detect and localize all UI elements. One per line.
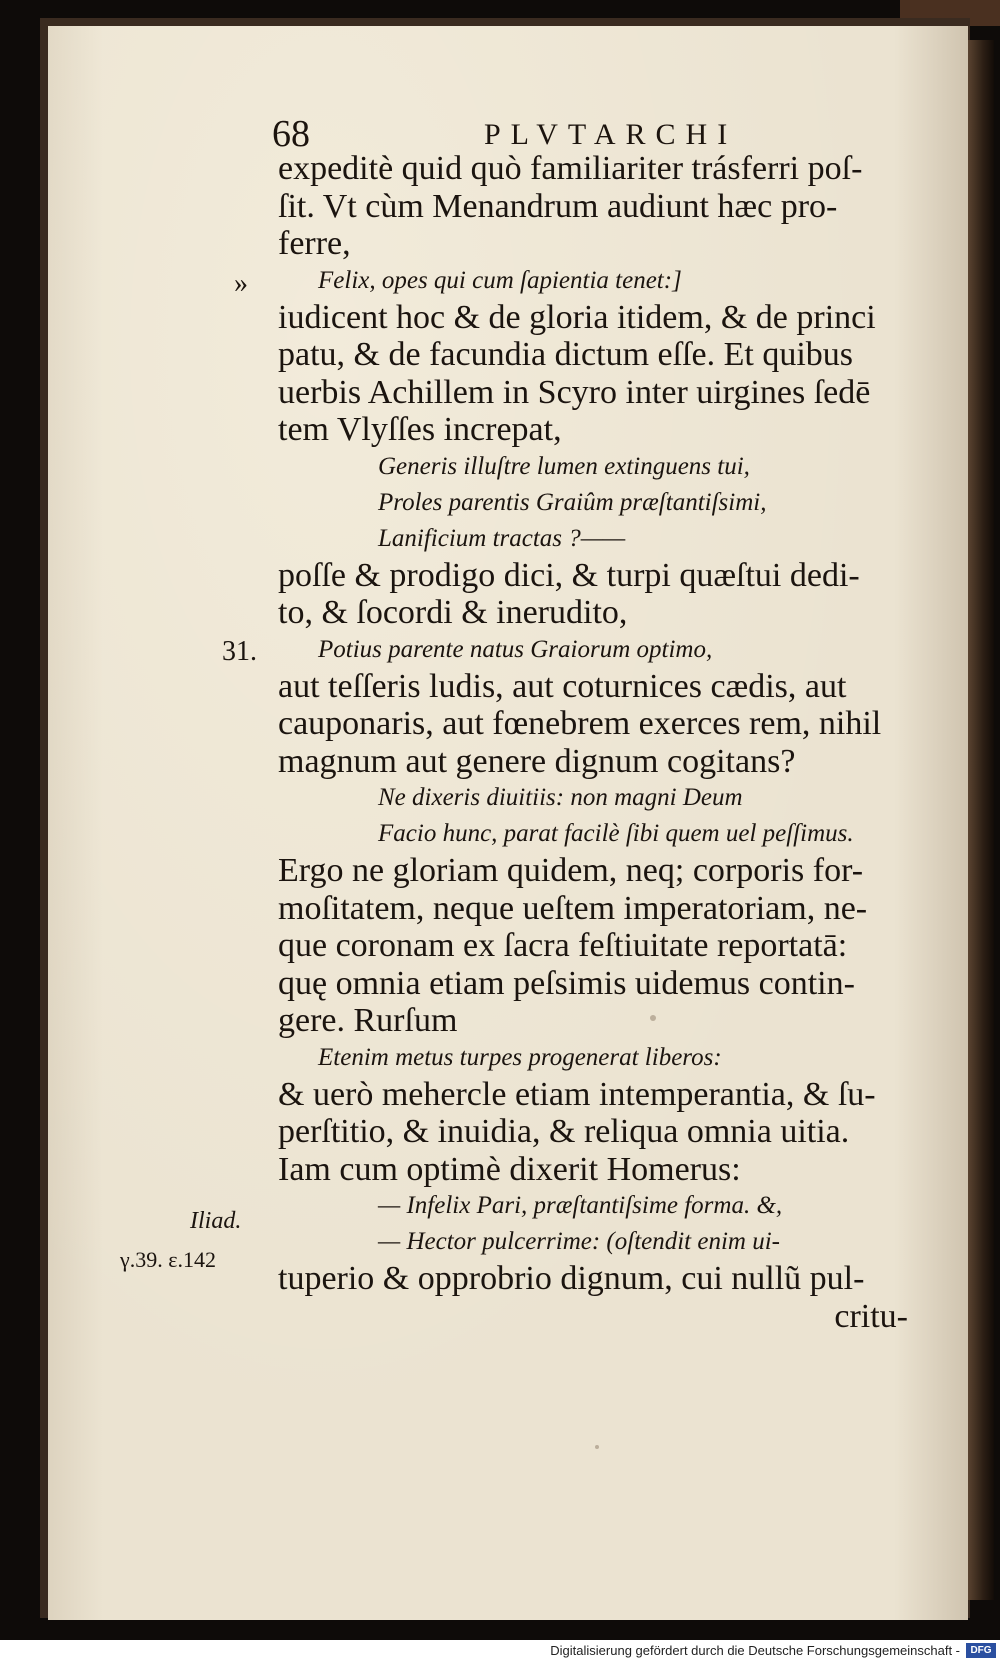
text-line: to, & ſocordi & inerudito, [278,594,628,631]
verse-line: Potius parente natus Graiorum optimo, [318,635,713,663]
text-line: ferre, [278,225,351,262]
verse-line: Lanificium tractas ?—— [378,524,626,552]
verse-line: Etenim metus turpes progenerat liberos: [318,1043,722,1071]
text-line: magnum aut genere dignum cogitans? [278,742,796,780]
paper-speck [595,1445,599,1449]
running-title: PLVTARCHI [484,118,738,151]
text-line: Ergo ne gloriam quidem, neq; corporis for- [278,852,864,889]
page-edge [968,40,994,1600]
text-line: quę omnia etiam peſsimis uidemus contin- [278,964,855,1002]
text-line: Iam cum optimè dixerit Homerus: [278,1150,741,1188]
body-text [278,150,938,1335]
verse-line: Generis illuſtre lumen extinguens tui, [378,452,750,480]
paper-speck [650,1015,656,1021]
dfg-logo: DFG [966,1643,996,1658]
text-line: & uerò mehercle etiam intemperantia, & ſu- [278,1075,876,1113]
verse-line: Facio hunc, parat facilè ſibi quem uel peſſimus. [378,820,854,847]
text-line: moſitatem, neque ueſtem imperatoriam, ne- [278,889,868,927]
catchword: critu- [834,1297,908,1335]
text-line: expeditè quid quò familiariter trásferri poſ- [278,150,863,187]
verse-line: — Hector pulcerrime: (oſtendit enim ui- [378,1228,780,1255]
verse-line: Proles parentis Graiûm præſtantiſsimi, [378,488,767,516]
text-line: que coronam ex ſacra feſtiuitate reportatā: [278,927,848,964]
text-line: gere. Rurſum [278,1002,458,1039]
text-line: tuperio & opprobrio dignum, cui nullũ pul- [278,1260,865,1297]
iliad-reference: γ.39. ε.142 [120,1247,216,1272]
text-line: ſit. Vt cùm Menandrum audiunt hæc pro- [278,187,838,225]
page-number: 68 [272,113,310,155]
quote-mark: » [234,268,248,299]
text-line: iudicent hoc & de gloria itidem, & de princi [278,298,876,336]
verse-line: — Infelix Pari, præſtantiſsime forma. &, [378,1192,783,1219]
footer-bar [0,1640,1000,1662]
verse-line: Felix, opes qui cum ſapientia tenet:] [318,266,682,294]
text-line: aut teſſeris ludis, aut coturnices cædis, aut [278,667,847,705]
text-line: uerbis Achillem in Scyro inter uirgines ſedē [278,373,871,411]
text-line: poſſe & prodigo dici, & turpi quæſtui dedi- [278,556,860,594]
text-line: perſtitio, & inuidia, & reliqua omnia uitia. [278,1113,850,1150]
text-line: cauponaris, aut fœnebrem exerces rem, nihil [278,705,882,742]
section-number: 31. [222,636,257,667]
verse-line: Ne dixeris diuitiis: non magni Deum [378,784,743,811]
text-line: tem Vlyſſes increpat, [278,411,562,448]
iliad-label: Iliad. [190,1208,242,1234]
footer-credit: Digitalisierung gefördert durch die Deutsche Forschungsgemeinschaft - [550,1643,960,1658]
text-line: patu, & de facundia dictum eſſe. Et quibus [278,336,854,373]
